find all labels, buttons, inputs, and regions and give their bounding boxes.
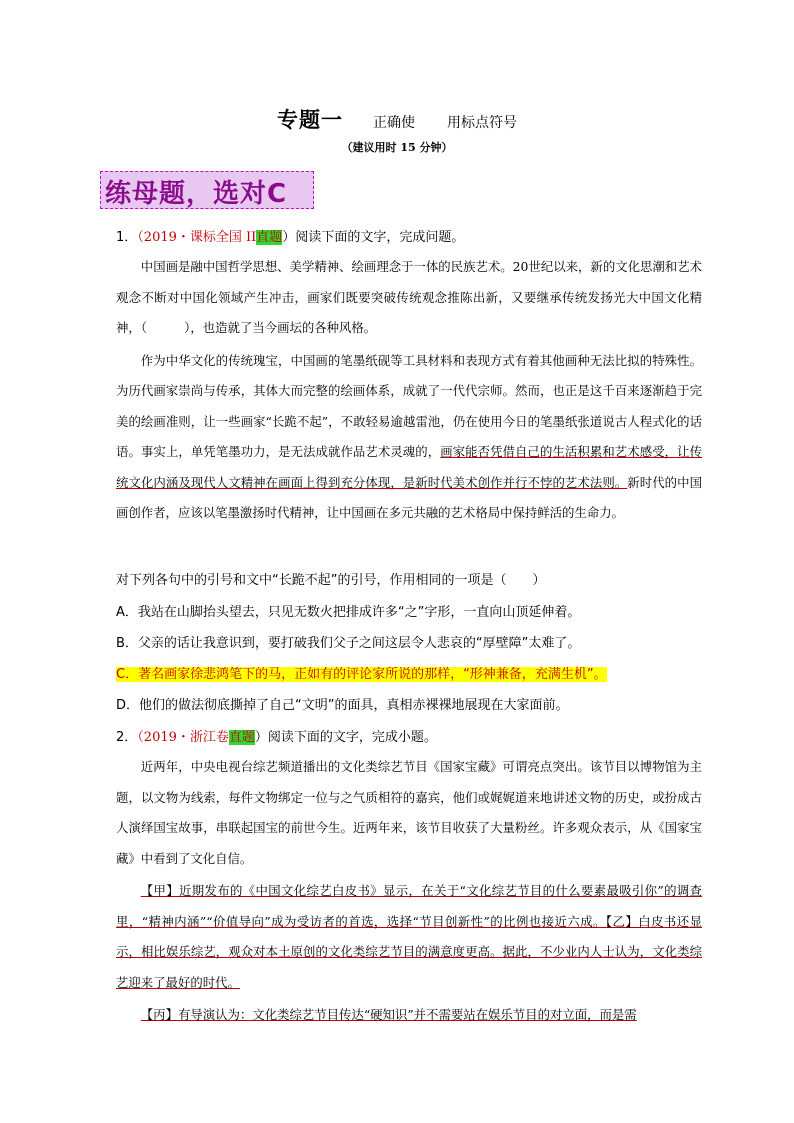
q1-number: 1． [116,230,138,245]
title-part-2: 用标点符号 [447,115,517,131]
q1-paren-close: ） [282,230,296,245]
q1-option-a: A．我站在山脚抬头望去，只见无数火把排成许多“之”字形，一直向山顶延伸着。 [116,605,581,620]
q1-para2-end: 新时代的中国画创作者，应该以笔墨激扬时代精神，让中国画在多元共融的艺术格局中保持鲜活的生命力。 [116,474,703,520]
q2-paragraph-3: 【丙】有导演认为：文化类综艺节目传达“硬知识”并不需要站在娱乐节目的对立面，而是需 [140,1007,637,1022]
q1-option-c-answer: C．著名画家徐悲鸿笔下的马，正如有的评论家所说的那样，“形神兼备，充满生机”。 [116,667,607,682]
q1-passage [116,252,702,529]
title-row [0,104,794,134]
q2-paragraph-1: 近两年，中央电视台综艺频道播出的文化类综艺节目《国家宝藏》可谓亮点突出。该节目以博物馆为主题，以文物为线索，每件文物绑定一位与之气质相符的嘉宾，他们或娓娓道来地讲述文物的历史，或扮成古人演绎国宝故事，串联起国宝的前世今生。近两年来，该节目收获了大量粉丝。许多观众表示，从《国家宝藏》中看到了文化自信。 [116,759,702,866]
q1-paragraph-1: 中国画是融中国哲学思想、美学精神、绘画理念于一体的民族艺术。20世纪以来，新的文化思潮和艺术观念不断对中国化领域产生冲击，画家们既要突破传统观念推陈出新，又要继承传统发扬光大中国文化精神，（ ），也造就了当今画坛的各种风格。 [116,259,702,335]
q1-instruction: 阅读下面的文字，完成问题。 [295,230,465,245]
q1-option-c [116,663,607,682]
q1-tag: 直题 [256,230,283,245]
q1-heading [116,226,464,245]
q1-source: 2019・课标全国 II [143,230,257,245]
q2-paragraph-2: 【甲】近期发布的《中国文化综艺白皮书》显示，在关于“文化综艺节目的什么要素最吸引你”的调查里，“精神内涵”“价值导向”成为受访者的首选，选择“节目创新性”的比例也接近六成。【乙】白皮书还显示，相比娱乐综艺，观众对本土原创的文化类综艺节目的满意度更高。据此，不少业内人士认为，文化类综艺迎来了最好的时代。 [116,883,702,990]
q2-source: 2019・浙江卷 [143,730,229,745]
q1-para2-underlined: 画家能否凭借自己的生活积累和艺术感受，让传统文化内涵及现代人文精神在画面上得到充分体现，是新时代美术创作并行不悖的艺术法则。 [116,444,703,490]
section-banner [100,171,314,209]
q1-para2-start: 作为中华文化的传统瑰宝，中国画的笔墨纸砚等工具材料和表现方式有着其他画种无法比拟的特殊性。为历代画家崇尚与传承，其体大而完整的绘画体系，成就了一代代宗师。然而，也正是这千百来逐渐趋于完美的绘画准则，让一些画家“长跪不起”，不敢轻易逾越雷池，仍在使用今日的笔墨纸张道说古人程式化的话语。事实上，单凭笔墨功力，是无法成就作品艺术灵魂的， [116,352,702,459]
q1-paren-open: （ [137,230,144,245]
q2-instruction: 阅读下面的文字，完成小题。 [267,730,437,745]
banner-text: 练母题，选对C [105,179,288,209]
page-title: 专题一 [277,108,343,132]
q1-option-d: D．他们的做法彻底撕掉了自己“文明”的面具，真相赤裸裸地展现在大家面前。 [116,698,569,713]
q1-option-b: B．父亲的话让我意识到，要打破我们父子之间这层令人悲哀的“厚壁障”太难了。 [116,636,581,651]
q2-paren-close: ） [254,730,268,745]
q2-heading [116,726,437,745]
q2-number: 2． [116,730,138,745]
q2-paren-open: （ [137,730,144,745]
q1-question: 对下列各句中的引号和文中“长跪不起”的引号，作用相同的一项是（ ） [116,573,546,588]
q2-passage [116,752,702,1031]
q1-paragraph-2 [116,346,702,529]
q2-tag: 直题 [228,730,255,745]
time-hint: （建议用时 15 分钟） [341,141,453,154]
title-part-1: 正确使 [373,115,415,131]
